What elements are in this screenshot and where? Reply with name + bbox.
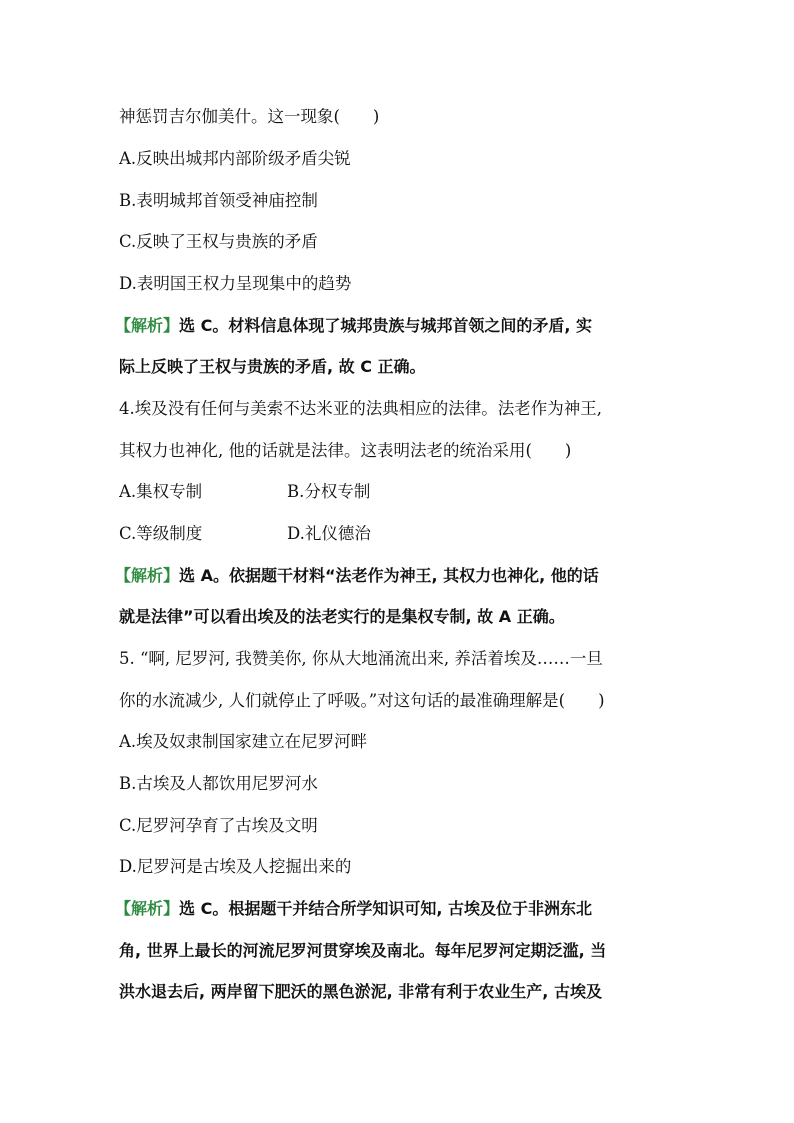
q5-analysis-line-1 xyxy=(115,898,680,920)
q4-option-row-1 xyxy=(119,481,684,503)
q3-stem-tail: 神惩罚吉尔伽美什。这一现象( ) xyxy=(119,107,380,126)
analysis-tag: 【解析】 xyxy=(115,566,180,585)
q4-stem-line-1: 4.埃及没有任何与美索不达米亚的法典相应的法律。法老作为神王, xyxy=(119,399,602,418)
q4-option-b: B.分权专制 xyxy=(287,482,371,501)
q5-analysis-text-1: 选 C。根据题干并结合所学知识可知, 古埃及位于非洲东北 xyxy=(179,899,592,918)
q3-option-b: B.表明城邦首领受神庙控制 xyxy=(119,191,318,210)
q4-option-d: D.礼仪德治 xyxy=(287,524,371,543)
q5-option-c: C.尼罗河孕育了古埃及文明 xyxy=(119,816,318,835)
q4-analysis-line-1 xyxy=(115,565,680,587)
analysis-tag: 【解析】 xyxy=(115,316,180,335)
q3-analysis-line-2: 际上反映了王权与贵族的矛盾, 故 C 正确。 xyxy=(119,357,426,376)
q4-option-row-2 xyxy=(119,523,684,545)
q3-analysis-text-1: 选 C。材料信息体现了城邦贵族与城邦首领之间的矛盾, 实 xyxy=(179,316,592,335)
q4-analysis-text-1: 选 A。依据题干材料“法老作为神王, 其权力也神化, 他的话 xyxy=(179,566,599,585)
q4-option-c: C.等级制度 xyxy=(119,524,203,543)
q4-option-a: A.集权专制 xyxy=(119,482,203,501)
q5-option-d: D.尼罗河是古埃及人挖掘出来的 xyxy=(119,857,352,876)
analysis-tag: 【解析】 xyxy=(115,899,180,918)
q5-option-b: B.古埃及人都饮用尼罗河水 xyxy=(119,774,318,793)
q5-analysis-line-3: 洪水退去后, 两岸留下肥沃的黑色淤泥, 非常有利于农业生产, 古埃及 xyxy=(119,982,602,1001)
q3-option-c: C.反映了王权与贵族的矛盾 xyxy=(119,232,318,251)
q3-option-d: D.表明国王权力呈现集中的趋势 xyxy=(119,274,352,293)
q5-stem-line-2: 你的水流减少, 人们就停止了呼吸。”对这句话的最准确理解是( ) xyxy=(119,691,605,710)
q4-stem-line-2: 其权力也神化, 他的话就是法律。这表明法老的统治采用( ) xyxy=(119,441,572,460)
q5-stem-line-1: 5. “啊, 尼罗河, 我赞美你, 你从大地涌流出来, 养活着埃及……一旦 xyxy=(119,649,603,668)
q5-analysis-line-2: 角, 世界上最长的河流尼罗河贯穿埃及南北。每年尼罗河定期泛滥, 当 xyxy=(119,941,607,960)
q3-analysis-line-1 xyxy=(115,315,680,337)
q3-option-a: A.反映出城邦内部阶级矛盾尖锐 xyxy=(119,149,351,168)
q5-option-a: A.埃及奴隶制国家建立在尼罗河畔 xyxy=(119,732,368,751)
q4-analysis-line-2: 就是法律”可以看出埃及的法老实行的是集权专制, 故 A 正确。 xyxy=(119,607,565,626)
